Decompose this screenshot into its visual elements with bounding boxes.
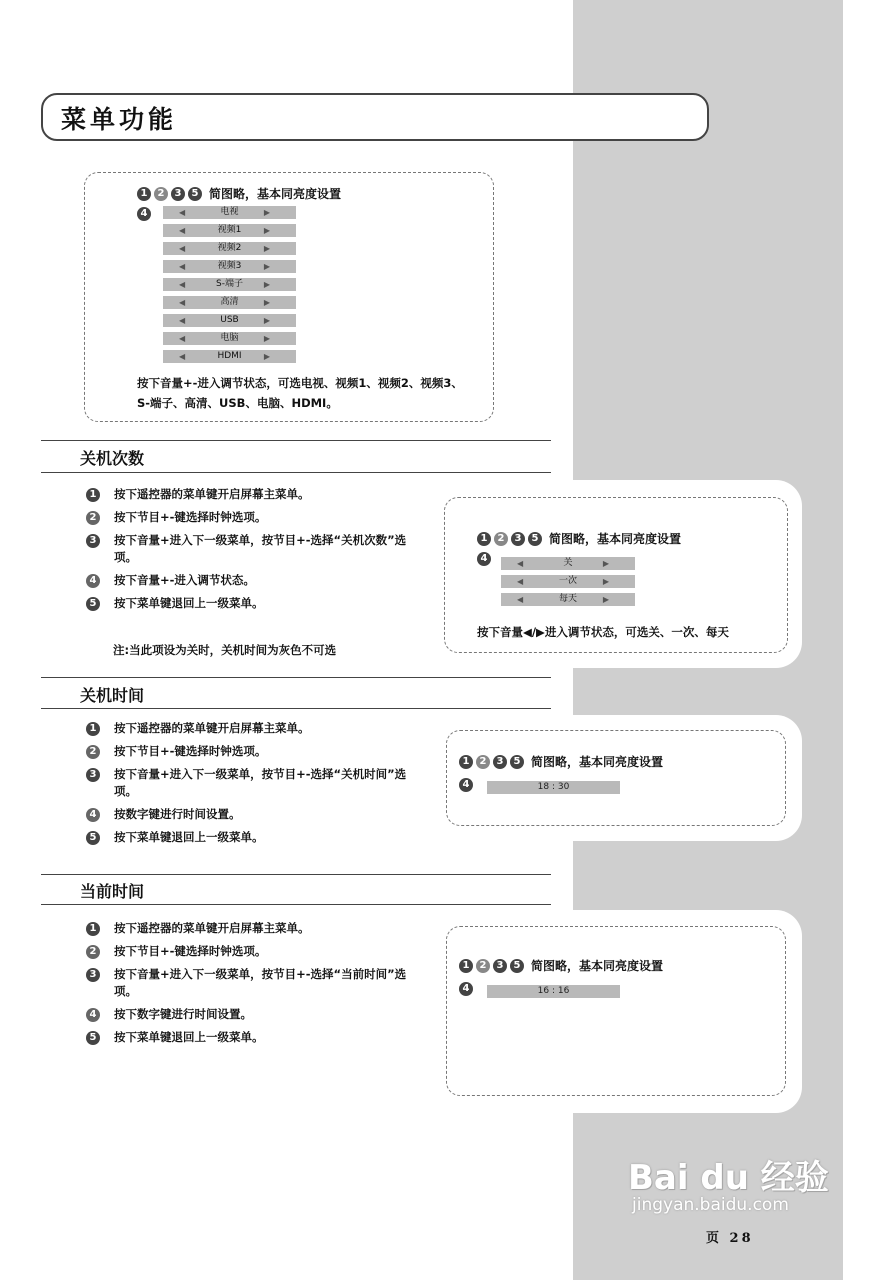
source-option: ◀ 电脑 ▶: [163, 332, 296, 345]
left-arrow-icon: ◀: [517, 595, 524, 604]
steps-list-off-time: [86, 720, 434, 852]
right-arrow-icon: ▶: [263, 226, 270, 235]
list-item: 3 按下音量+进入下一级菜单，按节目+-选择“当前时间”选项。: [86, 966, 414, 1000]
list-item: 5 按下菜单键退回上一级菜单。: [86, 829, 434, 846]
step-number-row: 1 2 3 5 简图略，基本同亮度设置: [459, 957, 663, 974]
section-title-off-time: 关机时间: [80, 686, 145, 705]
step-icon-5: 5: [188, 187, 202, 201]
list-item: 1 按下遥控器的菜单键开启屏幕主菜单。: [86, 486, 434, 503]
step-icon-2: 2: [154, 187, 168, 201]
off-count-option: ◀ 每天 ▶: [501, 593, 635, 606]
divider: [41, 708, 551, 709]
step-icon-4: 4: [459, 982, 473, 996]
section-title-off-count: 关机次数: [80, 449, 145, 468]
left-arrow-icon: ◀: [179, 352, 186, 361]
source-diagram-box: [84, 172, 494, 422]
right-arrow-icon: ▶: [263, 298, 270, 307]
right-arrow-icon: ▶: [263, 244, 270, 253]
divider: [41, 904, 551, 905]
step-number-row: 1 2 3 5 简图略，基本同亮度设置: [459, 753, 663, 770]
source-option: ◀ 视频3 ▶: [163, 260, 296, 273]
left-arrow-icon: ◀: [179, 334, 186, 343]
left-arrow-icon: ◀: [179, 280, 186, 289]
baidu-jingyan-watermark: [628, 1150, 829, 1215]
left-arrow-icon: ◀: [517, 577, 524, 586]
left-arrow-icon: ◀: [179, 316, 186, 325]
page-number: 页 28: [706, 1231, 754, 1246]
right-arrow-icon: ▶: [263, 316, 270, 325]
off-time-diagram-box: [446, 730, 786, 826]
step-icon-4: 4: [137, 207, 151, 221]
divider: [41, 874, 551, 875]
right-arrow-icon: ▶: [263, 352, 270, 361]
list-item: 1 按下遥控器的菜单键开启屏幕主菜单。: [86, 920, 434, 937]
off-count-option: ◀ 一次 ▶: [501, 575, 635, 588]
divider: [41, 440, 551, 441]
right-arrow-icon: ▶: [263, 280, 270, 289]
list-item: 1 按下遥控器的菜单键开启屏幕主菜单。: [86, 720, 434, 737]
left-arrow-icon: ◀: [179, 262, 186, 271]
list-item: 3 按下音量+进入下一级菜单，按节目+-选择“关机时间”选项。: [86, 766, 414, 800]
step-number-row: 1 2 3 5 简图略，基本同亮度设置: [477, 530, 681, 547]
steps-list-current-time: [86, 920, 434, 1052]
off-count-panel-note: 按下音量◀/▶进入调节状态，可选关、一次、每天: [477, 625, 729, 639]
source-option: ◀ HDMI ▶: [163, 350, 296, 363]
diagram-caption: 简图略，基本同亮度设置: [531, 959, 664, 973]
left-arrow-icon: ◀: [179, 298, 186, 307]
section-title-current-time: 当前时间: [80, 882, 145, 901]
divider: [41, 677, 551, 678]
list-item: 3 按下音量+进入下一级菜单，按节目+-选择“关机次数”选项。: [86, 532, 414, 566]
right-arrow-icon: ▶: [602, 577, 609, 586]
off-count-diagram-box: [444, 497, 788, 653]
watermark-url: jingyan.baidu.com: [632, 1195, 789, 1215]
step-icon-3: 3: [171, 187, 185, 201]
step-icon-1: 1: [137, 187, 151, 201]
step-number-row: [137, 185, 341, 202]
source-option: ◀ 视频2 ▶: [163, 242, 296, 255]
step-icon-4: 4: [459, 778, 473, 792]
source-option: ◀ S-端子 ▶: [163, 278, 296, 291]
diagram-caption: 简图略，基本同亮度设置: [549, 532, 682, 546]
page-title: 菜单功能: [61, 105, 178, 134]
right-arrow-icon: ▶: [263, 208, 270, 217]
left-arrow-icon: ◀: [179, 226, 186, 235]
right-arrow-icon: ▶: [602, 559, 609, 568]
right-arrow-icon: ▶: [263, 262, 270, 271]
off-count-note: 注:当此项设为关时，关机时间为灰色不可选: [113, 643, 337, 657]
left-arrow-icon: ◀: [179, 208, 186, 217]
list-item: 2 按下节目+-键选择时钟选项。: [86, 509, 434, 526]
right-arrow-icon: ▶: [263, 334, 270, 343]
list-item: 5 按下菜单键退回上一级菜单。: [86, 595, 434, 612]
list-item: 2 按下节目+-键选择时钟选项。: [86, 743, 434, 760]
current-time-value: 16 : 16: [487, 985, 620, 998]
right-arrow-icon: ▶: [602, 595, 609, 604]
left-arrow-icon: ◀: [179, 244, 186, 253]
page-title-box: [41, 93, 709, 141]
source-option: ◀ USB ▶: [163, 314, 296, 327]
source-note: 按下音量+-进入调节状态，可选电视、视频1、视频2、视频3、 S-端子、高清、USB、电脑、HDMI。: [137, 376, 463, 410]
list-item: 4 按下音量+-进入调节状态。: [86, 572, 434, 589]
left-arrow-icon: ◀: [517, 559, 524, 568]
source-option: ◀ 电视 ▶: [163, 206, 296, 219]
divider: [41, 472, 551, 473]
current-time-diagram-box: [446, 926, 786, 1096]
list-item: 5 按下菜单键退回上一级菜单。: [86, 1029, 434, 1046]
source-option: ◀ 视频1 ▶: [163, 224, 296, 237]
diagram-caption: 简图略，基本同亮度设置: [209, 187, 342, 201]
list-item: 4 按下数字键进行时间设置。: [86, 1006, 434, 1023]
list-item: 4 按数字键进行时间设置。: [86, 806, 434, 823]
source-option: ◀ 高清 ▶: [163, 296, 296, 309]
steps-list-off-count: [86, 486, 434, 618]
watermark-logo: Bai du 经验: [628, 1158, 829, 1198]
off-count-option: ◀ 关 ▶: [501, 557, 635, 570]
step-icon-4: 4: [477, 552, 491, 566]
off-time-value: 18 : 30: [487, 781, 620, 794]
diagram-caption: 简图略，基本同亮度设置: [531, 755, 664, 769]
list-item: 2 按下节目+-键选择时钟选项。: [86, 943, 434, 960]
